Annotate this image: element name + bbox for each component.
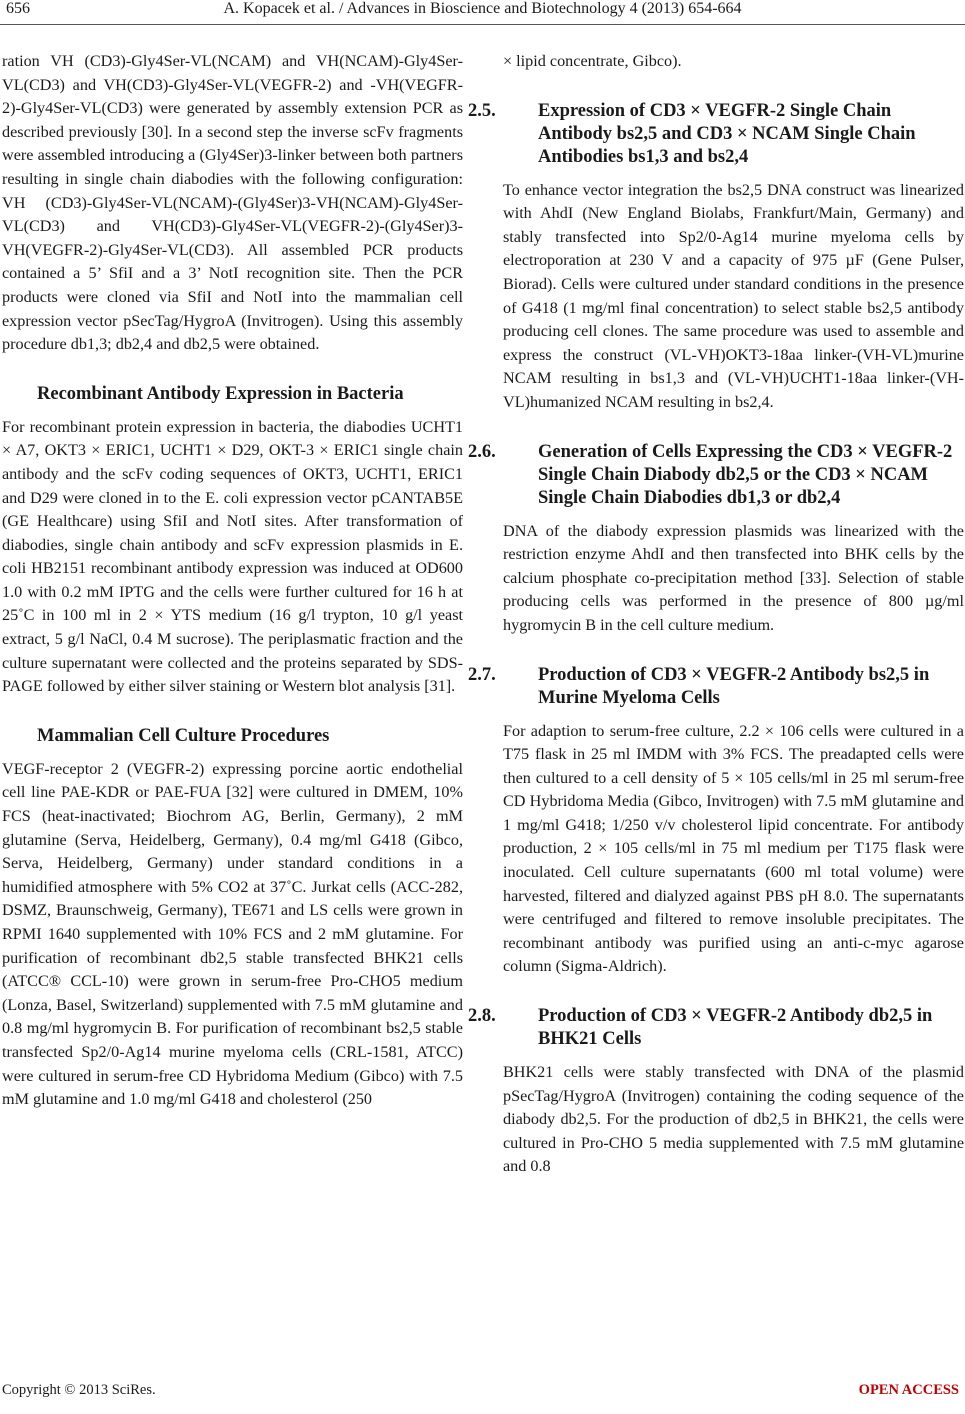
section-body-2-3: For recombinant protein expression in bacteria, the diabodies UCHT1 × A7, OKT3 × ERIC1, UCHT1 × D29, OKT-3 × ERIC1 single chain antibody and the scFv coding sequences of OKT3, UCHT1, ERIC1 and D29 were cloned in to the E. coli expression vector pCANTAB5E (GE Healthcare) using SfiI and NotI sites. After transformation of diabodies, single chain antibody and scFv expression plasmids in E. coli HB2151 recombinant antibody expression was induced at OD600 1.0 with 0.2 mM IPTG and the cells were further cultured for 16 h at 25˚C in 100 ml in 2 × YTS medium (16 g/l trypton, 10 g/l yeast extract, 5 g/l NaCl, 0.4 M sucrose). The periplasmatic fraction and the culture supernatant were collected and the proteins separated by SDS-PAGE followed by either silver staining or Western blot analysis [31]. <box>2 417 463 696</box>
section-heading-2-3 <box>2 383 463 406</box>
header-rule <box>0 24 965 25</box>
section-number: 2.6. <box>468 441 496 462</box>
section-body-2-4: VEGF-receptor 2 (VEGFR-2) expressing porcine aortic endothelial cell line PAE-KDR or PAE-FUA [32] were cultured in DMEM, 10% FCS (heat-inactivated; Biochrom AG, Berlin, Germany), 2 mM glutamine (Serva, Heidelberg, Germany), 0.4 mg/ml G418 (Gibco, Serva, Heidelberg, Germany) under standard conditions in a humidified atmosphere with 5% CO2 at 37˚C. Jurkat cells (ACC-282, DSMZ, Braunschweig, Germany), TE671 and LS cells were grown in RPMI 1640 supplemented with 10% FCS and 2 mM glutamine. For purification of recombinant db2,5 stable transfected BHK21 cells (ATCC® CCL-10) were grown in serum-free Pro-CHO5 medium (Lonza, Basel, Switzerland) supplemented with 7.5 mM glutamine and 0.8 mg/ml hygromycin B. For purification of recombinant bs2,5 stable transfected Sp2/0-Ag14 murine myeloma cells (CRL-1581, ATCC) were cultured in serum-free CD Hybridoma Medium (Gibco) with 7.5 mM glutamine and 1.0 mg/ml G418 and cholesterol (250 <box>2 759 463 1109</box>
section-body-2-7: For adaption to serum-free culture, 2.2 × 106 cells were cultured in a T75 flask in 25 ml IMDM with 3% FCS. The preadapted cells were then cultured to a cell density of 5 × 105 cells/ml in 25 ml serum-free CD Hybridoma Media (Gibco, Invitrogen) with 7.5 mM glutamine and 1 mg/ml G418; 1/250 v/v cholesterol lipid concentrate. For antibody production, 2 × 105 cells/ml in 75 ml medium per T175 flask were inoculated. Cell culture supernatants (600 ml total volume) were harvested, filtered and dialyzed against PBS pH 8.0. The supernatants were centrifuged and filtered to remove insoluble precipitates. The recombinant antibody was purified using an anti-c-myc agarose column (Sigma-Aldrich). <box>503 721 964 976</box>
page-header <box>0 0 965 26</box>
section-title: Mammalian Cell Culture Procedures <box>37 725 330 746</box>
continued-paragraph: ration VH (CD3)-Gly4Ser-VL(NCAM) and VH(NCAM)-Gly4Ser-VL(CD3) and VH(CD3)-Gly4Ser-VL(VEGFR-2) and -VH(VEGFR-2)-Gly4Ser-VL(CD3) were generated by assembly extension PCR as described previously [30]. In a second step the inverse scFv fragments were assembled introducing a (Gly4Ser)3-linker between both partners resulting in single chain diabodies with the following configuration: VH (CD3)-Gly4Ser-VL(NCAM)-(Gly4Ser)3-VH(NCAM)-Gly4Ser-VL(CD3) and VH(CD3)-Gly4Ser-VL(VEGFR-2)-(Gly4Ser)3-VH(VEGFR-2)-Gly4Ser-VL(CD3). All assembled PCR products contained a 5’ SfiI and a 3’ NotI recognition site. Then the PCR products were cloned via SfiI and NotI into the mammalian cell expression vector pSecTag/HygroA (Invitrogen). Using this assembly procedure db1,3; db2,4 and db2,5 were obtained. <box>2 52 463 354</box>
section-body-2-6: DNA of the diabody expression plasmids was linearized with the restriction enzyme AhdI and then transfected into BHK cells by the calcium phosphate co-precipitation method [33]. Selection of stable producing cells was performed in the presence of 800 µg/ml hygromycin B in the cell culture medium. <box>503 521 964 634</box>
section-number: 2.8. <box>468 1006 496 1027</box>
continued-paragraph: × lipid concentrate, Gibco). <box>503 52 682 70</box>
section-heading-2-4 <box>2 725 463 748</box>
page-number: 656 <box>6 0 30 17</box>
open-access-label: OPEN ACCESS <box>858 1382 959 1398</box>
section-heading-2-8 <box>468 1005 964 1051</box>
section-body-2-5: To enhance vector integration the bs2,5 DNA construct was linearized with AhdI (New England Biolabs, Frankfurt/Main, Germany) and stably transfected into Sp2/0-Ag14 murine myeloma cells by electroporation at 230 V and a capacity of 975 µF (Gene Pulser, Biorad). Cells were cultured under standard conditions in the presence of G418 (1 mg/ml final concentration) to select stable bs2,5 antibody producing cell clones. The same procedure was used to assemble and express the construct (VL-VH)OKT3-18aa linker-(VH-VL)murine NCAM resulting in bs1,3 and (VL-VH)UCHT1-18aa linker-(VH-VL)humanized NCAM resulting in bs2,4. <box>503 180 964 411</box>
right-column <box>468 50 964 1179</box>
section-number: 2.5. <box>468 100 496 121</box>
section-title: Generation of Cells Expressing the CD3 × VEGFR-2 Single Chain Diabody db2,5 or the CD3 × NCAM Single Chain Diabodies db1,3 or db2,4 <box>538 441 953 508</box>
section-number <box>2 725 37 748</box>
section-title: Production of CD3 × VEGFR-2 Antibody db2,5 in BHK21 Cells <box>538 1006 933 1050</box>
page-footer <box>0 1382 965 1406</box>
section-title: Recombinant Antibody Expression in Bacteria <box>37 383 404 404</box>
copyright-notice: Copyright © 2013 SciRes. <box>2 1382 156 1398</box>
section-number <box>2 383 37 406</box>
section-body-2-8: BHK21 cells were stably transfected with DNA of the plasmid pSecTag/HygroA (Invitrogen) containing the coding sequence of the diabody db2,5. For the production of db2,5 in BHK21, the cells were cultured in Pro-CHO 5 media supplemented with 7.5 mM glutamine and 0.8 <box>503 1063 964 1176</box>
section-heading-2-5 <box>468 100 964 169</box>
section-heading-2-6 <box>468 441 964 510</box>
section-number: 2.7. <box>468 664 496 685</box>
running-title: A. Kopacek et al. / Advances in Bioscience and Biotechnology 4 (2013) 654-664 <box>223 0 742 17</box>
section-title: Production of CD3 × VEGFR-2 Antibody bs2,5 in Murine Myeloma Cells <box>538 664 930 708</box>
section-heading-2-7 <box>468 664 964 710</box>
left-column <box>2 50 463 1112</box>
section-title: Expression of CD3 × VEGFR-2 Single Chain Antibody bs2,5 and CD3 × NCAM Single Chain Antibodies bs1,3 and bs2,4 <box>538 100 916 167</box>
